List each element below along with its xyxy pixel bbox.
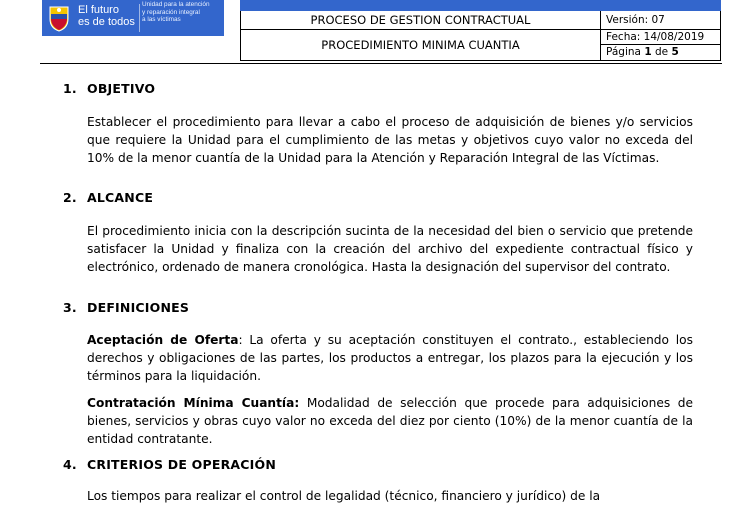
version-label: Versión: 07 <box>601 11 720 30</box>
definition-aceptacion-oferta <box>87 331 693 385</box>
date-label: Fecha: 14/08/2019 <box>601 30 720 45</box>
paragraph-criterios: Los tiempos para realizar el control de legalidad (técnico, financiero y jurídico) de la <box>87 489 601 503</box>
logo-divider <box>139 4 140 32</box>
paragraph-alcance: El procedimiento inicia con la descripción sucinta de la necesidad del bien o servicio que pretende satisfacer la Unidad y finaliza con la creación del archivo del expediente contractual físico y electrónico, ordenado de manera cronológica. Hasta la designación del supervisor del contrato. <box>87 224 693 274</box>
section-heading-definiciones: 3. DEFINICIONES <box>63 300 190 315</box>
colombia-coat-of-arms-icon <box>46 3 72 33</box>
definition-text: Modalidad de selección que procede para adquisiciones de bienes, servicios y obras cuyo valor no exceda del diez por ciento (10%) de la menor cuantía de la entidad contratante. <box>87 396 694 446</box>
definition-text: : La oferta y su aceptación constituyen el contrato., estableciendo los derechos y obligaciones de las partes, los productos a entregar, los plazos para la ejecución y los términos para la liquidación. <box>87 333 693 383</box>
header-accent-bar <box>240 0 721 11</box>
procedure-name: PROCEDIMIENTO MINIMA CUANTIA <box>241 30 601 60</box>
logo-slogan: El futuro es de todos <box>78 4 135 28</box>
definition-term: Aceptación de Oferta <box>87 333 239 347</box>
process-name: PROCESO DE GESTION CONTRACTUAL <box>241 11 601 30</box>
section-heading-alcance: 2. ALCANCE <box>63 190 154 205</box>
definition-term: Contratación Mínima Cuantía: <box>87 396 300 410</box>
logo-entity-name: Unidad para la atención y reparación integral a las víctimas <box>142 1 210 24</box>
header-rule <box>40 63 722 64</box>
header-info-table <box>240 11 721 61</box>
section-heading-criterios: 4. CRITERIOS DE OPERACIÓN <box>63 457 276 472</box>
paragraph-objetivo: Establecer el procedimiento para llevar a cabo el proceso de adquisición de bienes y/o servicios que requiere la Unidad para el cumplimiento de las metas y objetivos cuyo valor no exceda del 10% de la menor cuantía de la Unidad para la Atención y Reparación Integral de las Víctimas. <box>87 115 693 165</box>
page-indicator: Página 1 de 5 <box>606 46 679 58</box>
document-header <box>0 0 740 62</box>
section-heading-objetivo: 1. OBJETIVO <box>63 81 156 96</box>
institution-logo <box>42 0 224 36</box>
definition-minima-cuantia <box>87 394 693 448</box>
